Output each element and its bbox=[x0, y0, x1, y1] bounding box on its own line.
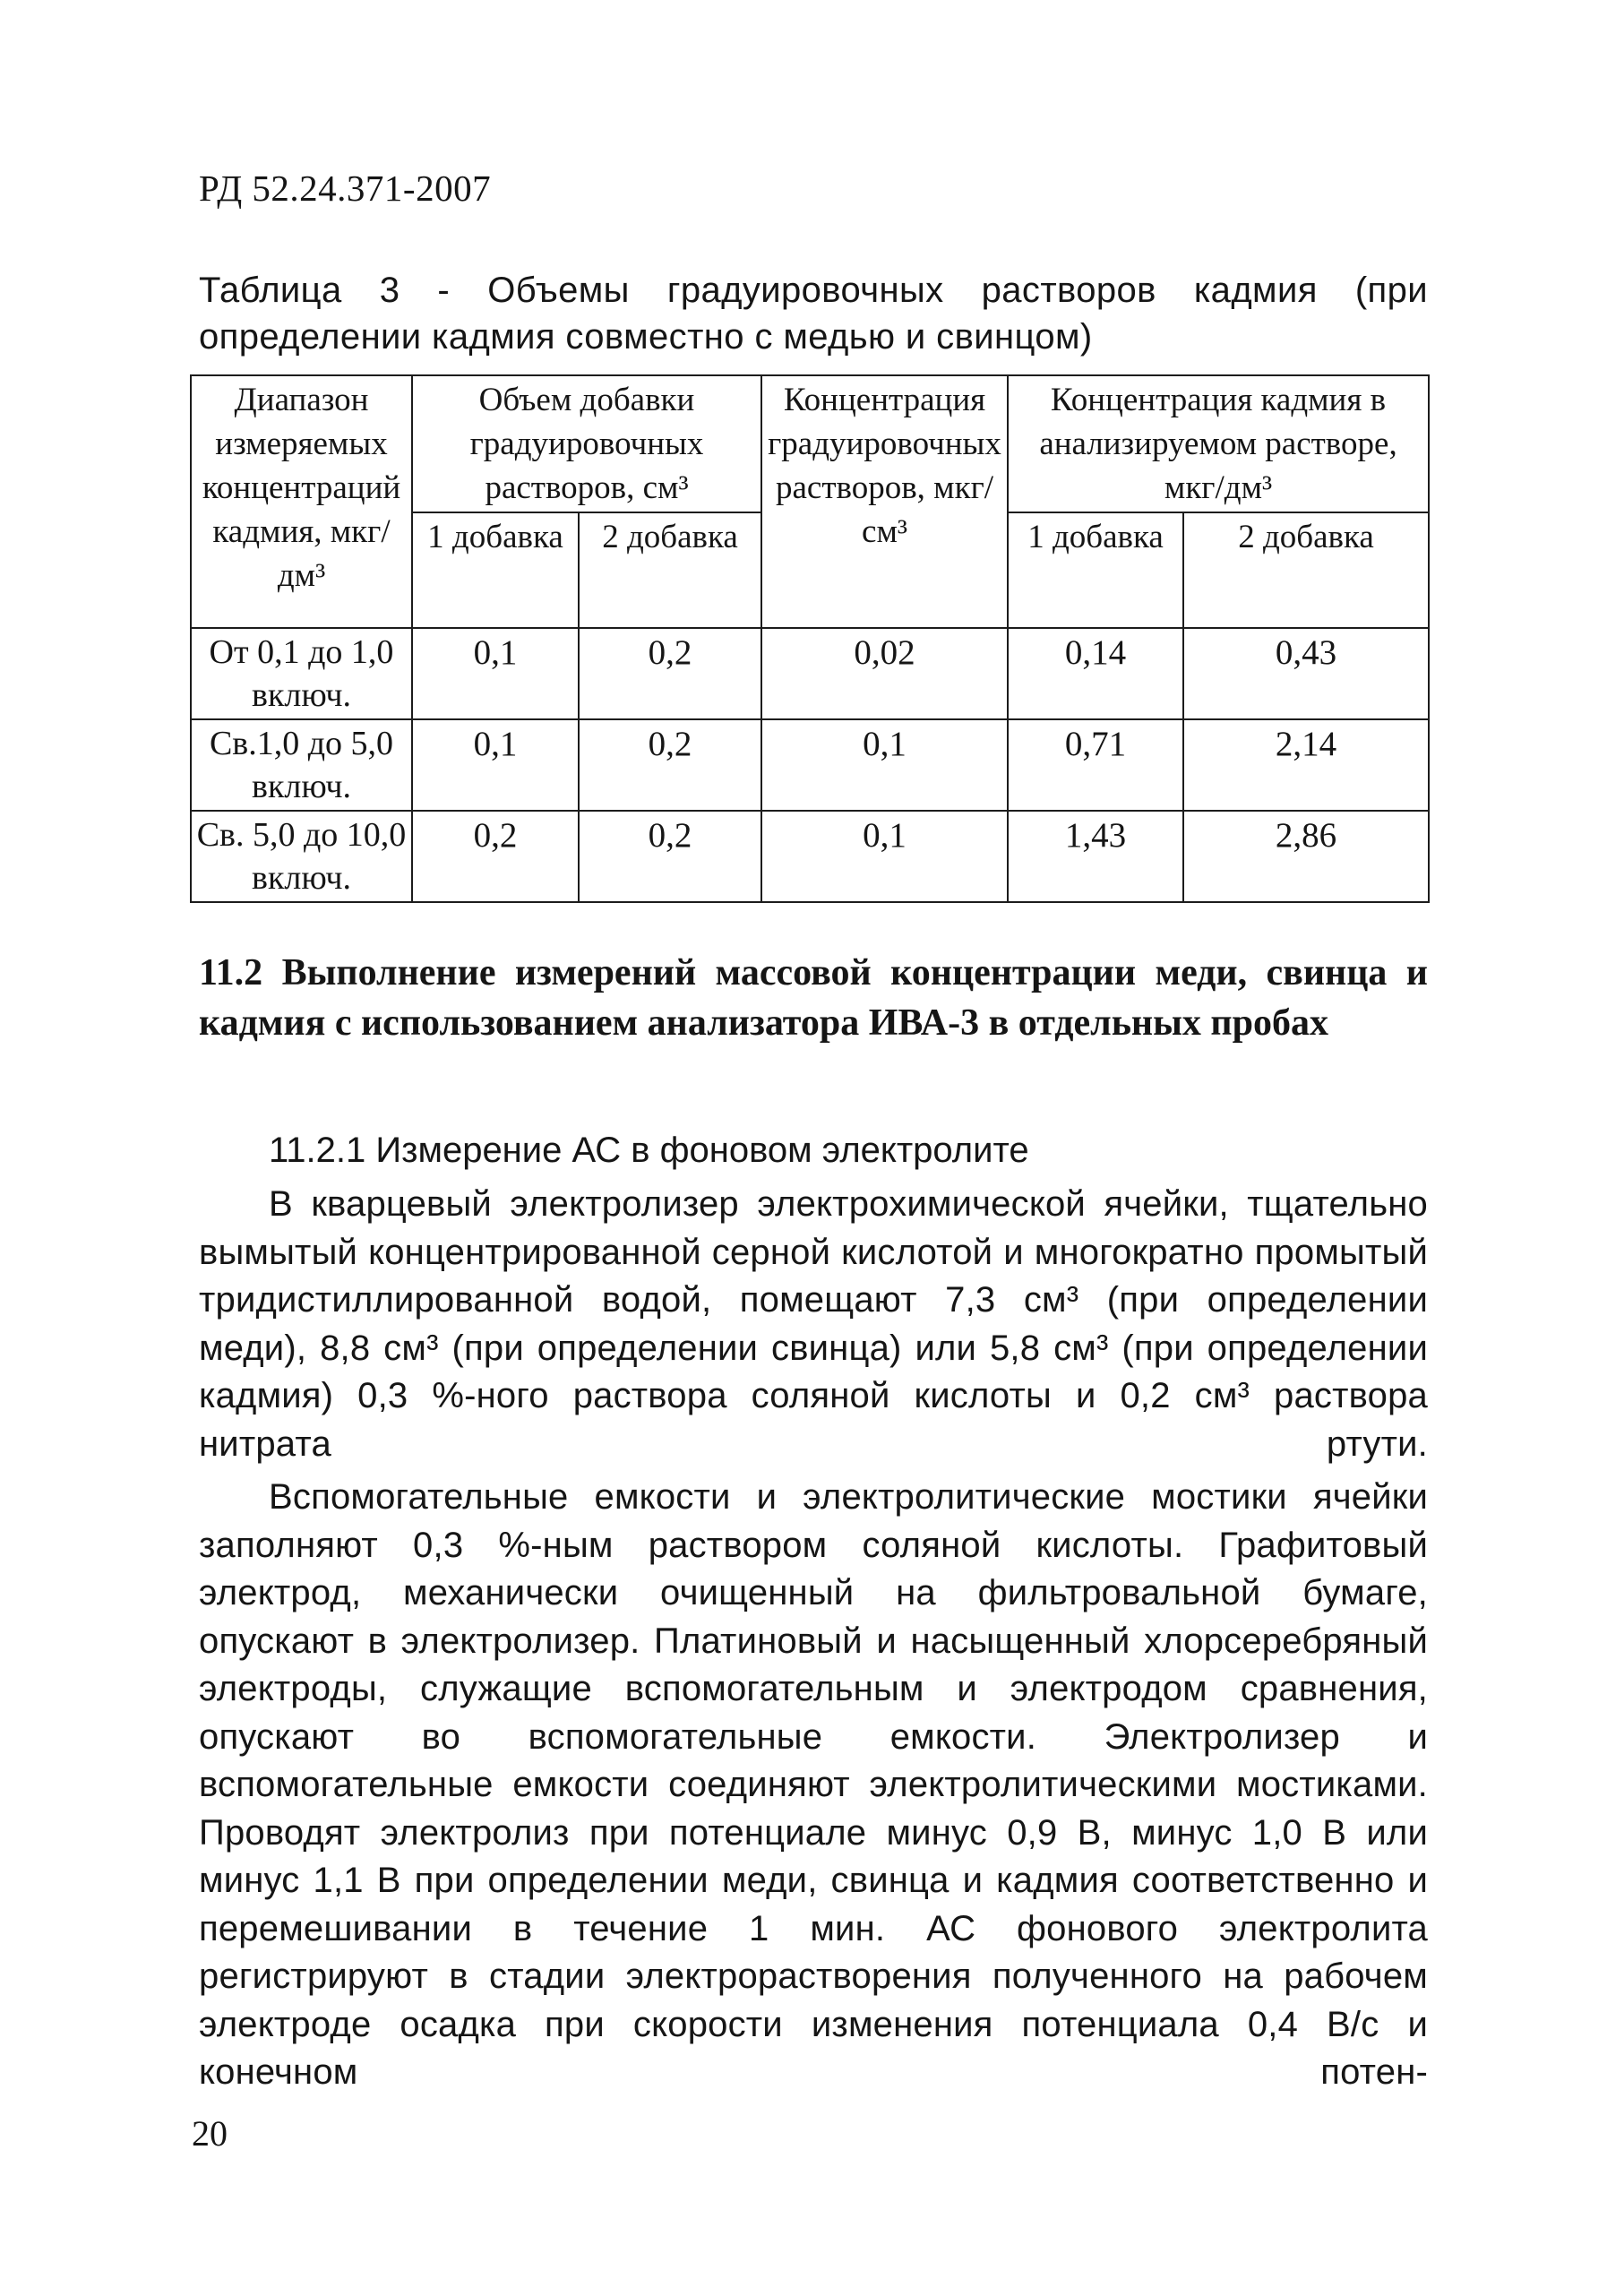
section-heading: 11.2 Выполнение измерений массовой концентрации меди, свинца и кадмия с использованием анализатора ИВА-3 в отдельных пробах bbox=[199, 952, 1428, 1044]
subsection-heading: 11.2.1 Измерение АС в фоновом электролите bbox=[269, 1131, 1029, 1170]
cell-volume-1: 0,1 bbox=[412, 628, 579, 719]
cell-concentration-1: 0,14 bbox=[1008, 628, 1183, 719]
cell-volume-1: 0,2 bbox=[412, 811, 579, 902]
cell-volume-2: 0,2 bbox=[579, 811, 761, 902]
cell-volume-2: 0,2 bbox=[579, 719, 761, 811]
cell-volume-2: 0,2 bbox=[579, 628, 761, 719]
table-row bbox=[191, 811, 1429, 902]
document-code: РД 52.24.371-2007 bbox=[199, 168, 492, 209]
cell-range: От 0,1 до 1,0 включ. bbox=[191, 628, 412, 719]
cadmium-volumes-table bbox=[190, 374, 1430, 903]
cell-range: Св.1,0 до 5,0 включ. bbox=[191, 719, 412, 811]
cell-grad-concentration: 0,1 bbox=[761, 811, 1008, 902]
cell-volume-1: 0,1 bbox=[412, 719, 579, 811]
header-conc-add1: 1 добавка bbox=[1008, 512, 1183, 628]
paragraph-electrolyte-prep bbox=[199, 1181, 1428, 1468]
header-analyzed-concentration: Концентрация кадмия в анализируемом растворе, мкг/дм³ bbox=[1008, 375, 1429, 512]
cell-concentration-2: 2,86 bbox=[1183, 811, 1429, 902]
cell-concentration-2: 0,43 bbox=[1183, 628, 1429, 719]
header-grad-concentration: Концентрация градуировочных растворов, мкг/см³ bbox=[761, 375, 1008, 628]
header-volume-add2: 2 добавка bbox=[579, 512, 761, 628]
table-row bbox=[191, 628, 1429, 719]
cell-range: Св. 5,0 до 10,0 включ. bbox=[191, 811, 412, 902]
header-range: Диапазон измеряемых концентраций кадмия, мкг/дм³ bbox=[191, 375, 412, 628]
cell-concentration-1: 1,43 bbox=[1008, 811, 1183, 902]
cell-concentration-2: 2,14 bbox=[1183, 719, 1429, 811]
cell-grad-concentration: 0,02 bbox=[761, 628, 1008, 719]
paragraph-text: В кварцевый электролизер электрохимической ячейки, тщательно вымытый концентрированной серной кислотой и многократно промытый тридистиллированной водой, помещают 7,3 см³ (при определении меди), 8,8 см³ (при определении свинца) или 5,8 см³ (при определении кадмия) 0,3 %-ного раствора соляной кислоты и 0,2 см³ раствора нитрата ртути. bbox=[199, 1184, 1428, 1464]
page-number: 20 bbox=[192, 2113, 228, 2154]
table-caption: Таблица 3 - Объемы градуировочных растворов кадмия (при определении кадмия совместно с медью и свинцом) bbox=[199, 271, 1428, 357]
cell-grad-concentration: 0,1 bbox=[761, 719, 1008, 811]
cell-concentration-1: 0,71 bbox=[1008, 719, 1183, 811]
paragraph-electrolysis bbox=[199, 1474, 1428, 2097]
paragraph-text: Вспомогательные емкости и электролитические мостики ячейки заполняют 0,3 %-ным раствором соляной кислоты. Графитовый электрод, механически очищенный на фильтровальной бумаге, опускают в электролизер. Платиновый и насыщенный хлорсеребряный электроды, служащие вспомогательным и электродом сравнения, опускают во вспомогательные емкости. Электролизер и вспомогательные емкости соединяют электролитическими мостиками. Проводят электролиз при потенциале минус 0,9 В, минус 1,0 В или минус 1,1 В при определении меди, свинца и кадмия соответственно и перемешивании в течение 1 мин. АС фонового электролита регистрируют в стадии электрорастворения полученного на рабочем электроде осадка при скорости изменения потенциала 0,4 В/с и конечном потен- bbox=[199, 1477, 1428, 2092]
header-conc-add2: 2 добавка bbox=[1183, 512, 1429, 628]
header-additive-volume: Объем добавки градуировочных растворов, см³ bbox=[412, 375, 761, 512]
table-row bbox=[191, 719, 1429, 811]
header-volume-add1: 1 добавка bbox=[412, 512, 579, 628]
